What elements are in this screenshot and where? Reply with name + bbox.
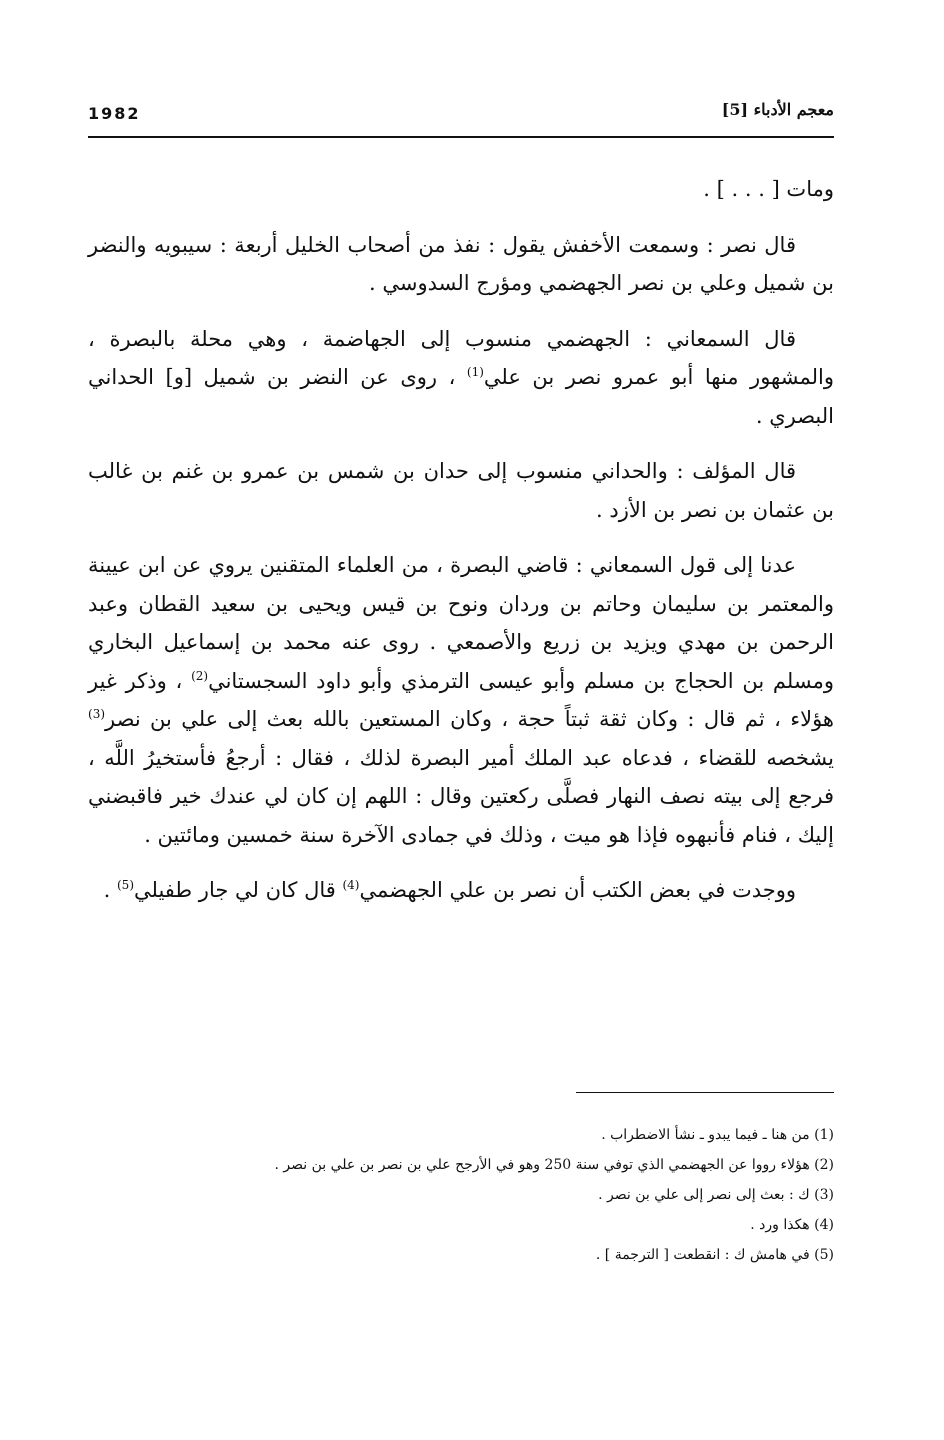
- paragraph-6: ووجدت في بعض الكتب أن نصر بن علي الجهضمي$^{(4)}$ قال كان لي جار طفيلي$^{(5)}$ .: [103, 878, 796, 902]
- footnote-2: (2) هؤلاء رووا عن الجهضمي الذي توفي سنة 250 وهو في الأرجح علي بن نصر بن علي بن نصر .: [274, 1157, 834, 1173]
- footnote-1: (1) من هنا ـ فيما يبدو ـ نشأ الاضطراب .: [601, 1127, 834, 1143]
- footnote-3: (3) ك : بعث إلى نصر إلى علي بن نصر .: [598, 1187, 834, 1203]
- main-text: [88, 170, 834, 927]
- footnote-mark-2: (2): [191, 668, 209, 683]
- page-header: [88, 100, 834, 138]
- footnote-5: (5) في هامش ك : انقطعت [ الترجمة ] .: [595, 1247, 834, 1263]
- footnote-mark-3: (3): [88, 707, 106, 721]
- footnote-mark-4: (4): [342, 878, 360, 892]
- paragraph-1: ومات [ . . . ] .: [703, 177, 834, 201]
- footnotes: [88, 1120, 834, 1270]
- paragraph-2: قال نصر : وسمعت الأخفش يقول : نفذ من أصحاب الخليل أربعة : سيبويه والنضر بن شميل وعلي بن نصر الجهضمي ومؤرج السدوسي .: [88, 232, 834, 295]
- paragraph-4: قال المؤلف : والحداني منسوب إلى حدان بن شمس بن عمرو بن غنم بن غالب بن عثمان بن نصر بن الأزد .: [88, 459, 834, 522]
- paragraph-3: قال السمعاني : الجهضمي منسوب إلى الجهاضمة ، وهي محلة بالبصرة ، والمشهور منها أبو عمرو نصر بن علي$^{(1)}$ ، روى عن النضر بن شميل [و] الحداني البصري .: [88, 326, 834, 428]
- footnote-divider: [576, 1092, 834, 1093]
- book-title: معجم الأدباء [5]: [721, 100, 834, 119]
- footnote-4: (4) هكذا ورد .: [750, 1217, 834, 1233]
- footnote-mark-1: (1): [466, 365, 484, 379]
- page-number: 1982: [88, 104, 141, 123]
- footnote-mark-5: (5): [116, 878, 134, 892]
- paragraph-5: عدنا إلى قول السمعاني : قاضي البصرة ، من العلماء المتقنين يروي عن ابن عيينة والمعتمر بن سليمان وحاتم بن وردان ونوح بن قيس ويحيى بن سعيد القطان وعبد الرحمن بن مهدي ويزيد بن زريع والأصمعي . روى عنه محمد بن إسماعيل البخاري ومسلم بن الحجاج بن مسلم وأبو عيسى الترمذي وأبو داود السجستاني$^{(2)}$ ، وذكر غير هؤلاء ، ثم قال : وكان ثقة ثبتاً حجة ، وكان المستعين بالله بعث إلى علي بن نصر$^{(3)}$ يشخصه للقضاء ، فدعاه عبد الملك أمير البصرة لذلك ، فقال : أرجعُ فأستخيرُ اللَّه ، فرجع إلى بيته نصف النهار فصلَّى ركعتين وقال : اللهم إن كان لي عندك خير فاقبضني إليك ، فنام فأنبهوه فإذا هو ميت ، وذلك في جمادى الآخرة سنة خمسين ومائتين .: [88, 553, 834, 847]
